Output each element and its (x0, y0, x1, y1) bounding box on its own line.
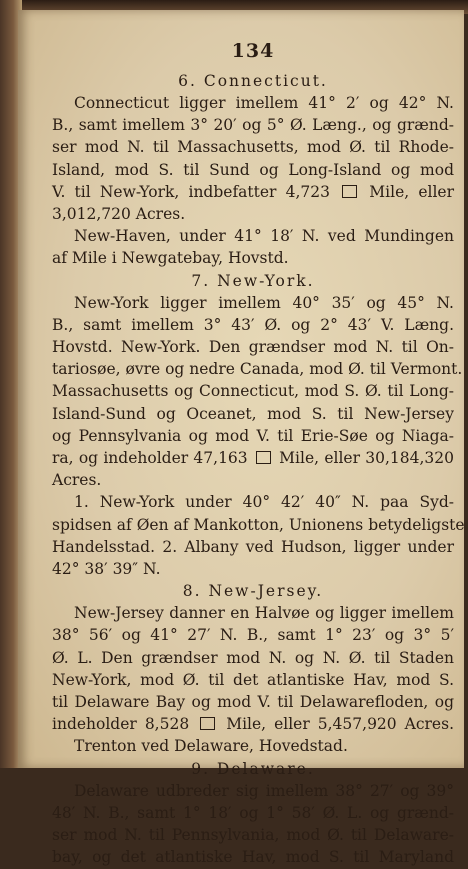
text-line: 3,012,720 Acres. (52, 205, 186, 224)
square-mile-symbol-icon (256, 451, 271, 464)
text-line: af Mile i Newgatebay, Hovstd. (52, 249, 289, 268)
text-line: Connecticut ligger imellem 41° 2′ og 42° N. (74, 94, 454, 112)
section-heading-connecticut: 6. Connecticut. (178, 72, 328, 90)
text-line: Handelsstad. 2. Albany ved Hudson, ligger under (52, 537, 454, 556)
text-line: New-York, mod Ø. til det atlantiske Hav, mod S. (52, 670, 454, 689)
text-line: indeholder 8,528 Mile, eller 5,457,920 Acres. (52, 715, 454, 734)
text-line: ra, og indeholder 47,163 Mile, eller 30,184,320 (52, 449, 454, 468)
text-line: Delaware udbreder sig imellem 38° 27′ og 39° (74, 781, 454, 800)
text-line: og Pennsylvania og mod V. til Erie-Søe og Niaga- (52, 426, 454, 445)
text-line: bay, og det atlantiske Hav, mod S. til Maryland (52, 848, 454, 867)
text-line: New-Haven, under 41° 18′ N. ved Mundingen (74, 227, 454, 246)
text-line: 38° 56′ og 41° 27′ N. B., samt 1° 23′ og 3° 5′ (52, 626, 454, 645)
text-line: V. til New-York, indbefatter 4,723 Mile, eller (52, 182, 454, 201)
section-heading-delaware: 9. Delaware. (191, 759, 315, 778)
text-line: New-Jersey danner en Halvøe og ligger imellem (74, 604, 454, 623)
text-line: 48′ N. B., samt 1° 18′ og 1° 58′ Ø. L. og grænd- (52, 803, 454, 822)
text-line: B., samt imellem 3° 43′ Ø. og 2° 43′ V. Læng. (52, 315, 454, 334)
section-heading-new-york: 7. New-York. (191, 271, 315, 290)
text-line: 1. New-York under 40° 42′ 40″ N. paa Syd- (74, 493, 454, 512)
text-line: ser mod N. til Pennsylvania, mod Ø. til Delaware- (52, 826, 454, 845)
page-number: 134 (231, 40, 275, 62)
text-line: Island, mod S. til Sund og Long-Island og mod (52, 160, 454, 179)
page-content (52, 40, 465, 869)
text-line: 42° 38′ 39″ N. (52, 560, 161, 579)
text-line: B., samt imellem 3° 20′ og 5° Ø. Læng., og grænd- (52, 116, 454, 135)
section-heading-new-jersey: 8. New-Jersey. (182, 582, 324, 601)
text-line: ser mod N. til Massachusetts, mod Ø. til Rhode- (52, 138, 454, 157)
text-line: Island-Sund og Oceanet, mod S. til New-Jersey (52, 404, 454, 423)
book-page (18, 10, 465, 867)
text-line: Hovstd. New-York. Den grændser mod N. til On- (52, 338, 454, 357)
text-line: tariosøe, øvre og nedre Canada, mod Ø. til Vermont. (52, 360, 463, 379)
text-line: Acres. (52, 471, 102, 490)
text-line: Massachusetts og Connecticut, mod S. Ø. til Long- (52, 382, 454, 401)
text-line: til Delaware Bay og mod V. til Delawarefloden, og (52, 693, 454, 712)
text-line: New-York ligger imellem 40° 35′ og 45° N. (74, 293, 454, 312)
text-line: Trenton ved Delaware, Hovedstad. (74, 737, 348, 756)
text-line: spidsen af Øen af Mankotton, Unionens betydeligste (52, 515, 465, 534)
square-mile-symbol-icon (342, 185, 357, 198)
square-mile-symbol-icon (200, 717, 215, 730)
text-line: Ø. L. Den grændser mod N. og N. Ø. til Staden (52, 648, 454, 667)
